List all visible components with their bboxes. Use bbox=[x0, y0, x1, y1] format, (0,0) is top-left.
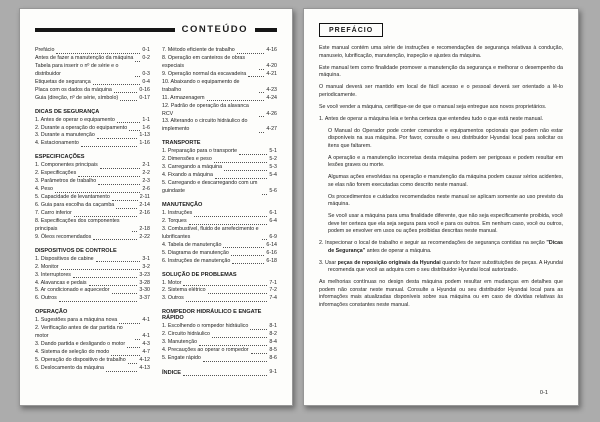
toc-leader-dots bbox=[231, 255, 265, 256]
toc-item bbox=[35, 295, 150, 303]
toc-item bbox=[35, 264, 150, 272]
toc-item-label: 2. Durante a operação do equipamento bbox=[35, 124, 128, 131]
toc-item-label: Placa com os dados da máquina bbox=[35, 86, 112, 93]
toc-leader-dots bbox=[250, 329, 267, 330]
toc-item-label: 1. Antes de operar o equipamento bbox=[35, 116, 115, 123]
toc-item-label: 2. Dimensões e peso bbox=[162, 156, 212, 163]
toc-leader-dots bbox=[112, 293, 138, 294]
toc-leader-dots bbox=[114, 92, 138, 93]
toc-leader-dots bbox=[262, 239, 267, 240]
toc-item-page: 6-18 bbox=[266, 257, 277, 264]
toc-item bbox=[35, 170, 150, 178]
toc-item-label: 3. Interruptores bbox=[35, 271, 71, 278]
toc-item bbox=[162, 331, 277, 339]
toc-item-label: 9. Operação normal da escavadeira bbox=[162, 70, 247, 77]
toc-item bbox=[162, 95, 277, 103]
toc-item-page: 2-14 bbox=[139, 202, 150, 208]
toc-item bbox=[35, 87, 150, 95]
toc-leader-dots bbox=[96, 261, 141, 262]
toc-item bbox=[162, 218, 277, 226]
header-rule-left bbox=[35, 28, 175, 32]
toc-section-heading: ESPECIFICAÇÕES bbox=[35, 154, 85, 161]
toc-item bbox=[35, 178, 150, 186]
toc-item bbox=[162, 280, 277, 288]
toc-item bbox=[35, 317, 150, 325]
toc-item-page: 6-9 bbox=[269, 233, 277, 240]
toc-leader-dots bbox=[189, 224, 268, 225]
preface-note-text: peças de reposição originais da Hyundai bbox=[337, 259, 441, 266]
toc-item-label: 1. Motor bbox=[162, 279, 182, 286]
toc-leader-dots bbox=[73, 277, 137, 278]
toc-item bbox=[162, 242, 277, 250]
toc-item bbox=[162, 347, 277, 355]
toc-item bbox=[35, 125, 150, 133]
toc-item bbox=[162, 148, 277, 156]
toc-item bbox=[162, 226, 277, 242]
toc-item bbox=[162, 164, 277, 172]
toc-item bbox=[162, 210, 277, 218]
toc-leader-dots bbox=[93, 239, 137, 240]
toc-column-1 bbox=[35, 47, 150, 383]
toc-item bbox=[35, 341, 150, 349]
toc-leader-dots bbox=[97, 138, 138, 139]
toc-item-page: 7-2 bbox=[269, 287, 277, 294]
toc-leader-dots bbox=[55, 192, 140, 193]
toc-item-label: 3. Parâmetros de trabalho bbox=[35, 178, 97, 185]
toc-item-page: 6-1 bbox=[269, 209, 277, 216]
toc-item bbox=[35, 55, 150, 63]
toc-item-page: 2-18 bbox=[139, 225, 150, 232]
preface-note bbox=[319, 260, 563, 275]
toc-item bbox=[35, 79, 150, 87]
toc-item-page: 6-14 bbox=[266, 241, 277, 248]
toc-item-page: 0-17 bbox=[139, 94, 150, 101]
toc-item bbox=[35, 325, 150, 341]
toc-item-page: 1-13 bbox=[139, 132, 150, 139]
toc-item bbox=[35, 256, 150, 264]
toc-leader-dots bbox=[251, 353, 268, 354]
toc-item-label: Prefácio bbox=[35, 47, 55, 53]
toc-leader-dots bbox=[120, 100, 137, 101]
toc-leader-dots bbox=[112, 200, 138, 201]
toc-item bbox=[35, 357, 150, 365]
toc-section bbox=[35, 109, 150, 149]
toc-item-label: 6. Guia para escolha da caçamba bbox=[35, 202, 115, 208]
toc-item-page: 4-21 bbox=[266, 70, 277, 77]
toc-item bbox=[35, 272, 150, 280]
toc-item-page: 4-24 bbox=[266, 94, 277, 101]
toc-item-page: 4-1 bbox=[142, 317, 150, 324]
toc-item-page: 3-28 bbox=[139, 279, 150, 286]
toc-item-label: 4. Sistema de seleção do modo bbox=[35, 349, 110, 356]
toc-leader-dots bbox=[119, 323, 140, 324]
toc-section bbox=[162, 369, 277, 377]
toc-leader-dots bbox=[186, 301, 268, 302]
toc-item-page: 0-4 bbox=[142, 78, 150, 85]
toc-item-label: 12. Padrão de operação da alavanca RCV bbox=[162, 102, 249, 117]
toc-leader-dots bbox=[259, 92, 264, 93]
toc-leader-dots bbox=[135, 339, 140, 340]
toc-item-page: 4-27 bbox=[266, 126, 277, 133]
preface-note-sub: Se você usar a máquina para uma finalidade diferente, que não seja especificamente proibida, você deve ter certeza que ela seja segura para você e para os outros. Em nenhum caso, você ou outros, podem se envolver em usos ou ações proibidas descritas neste manual. bbox=[328, 213, 563, 235]
toc-item bbox=[162, 71, 277, 79]
toc-item bbox=[35, 117, 150, 125]
toc-item-label: 2. Verificação antes de dar partida no motor bbox=[35, 325, 123, 340]
toc-item-page: 3-30 bbox=[139, 287, 150, 294]
toc-page bbox=[19, 8, 293, 406]
preface-note-text: Inspecionar o local de trabalho e seguir as recomendações de segurança contidas na seção bbox=[325, 240, 547, 247]
preface-paragraph: O manual deverá ser mantido em local de fácil acesso e o pessoal deverá ser orientado a lê-lo periodicamente. bbox=[319, 84, 563, 98]
toc-item-label: 3. Manutenção bbox=[162, 339, 198, 346]
toc-leader-dots bbox=[183, 375, 267, 376]
toc-item-page: 6-16 bbox=[266, 249, 277, 256]
toc-item bbox=[162, 355, 277, 363]
toc-item-label: 8. Especificações dos componentes principais bbox=[35, 217, 120, 232]
toc-item-label: 3. Durante a manutenção bbox=[35, 132, 95, 139]
toc-item-label: 6. Instruções de manutenção bbox=[162, 257, 231, 264]
toc-leader-dots bbox=[214, 162, 268, 163]
toc-item-page: 0-2 bbox=[142, 54, 150, 61]
toc-item bbox=[35, 234, 150, 242]
toc-item-label: 1. Dispositivos de cabine bbox=[35, 255, 94, 262]
toc-section bbox=[162, 202, 277, 266]
toc-item bbox=[35, 202, 150, 210]
toc-leader-dots bbox=[128, 363, 138, 364]
toc-item bbox=[162, 118, 277, 134]
toc-item-label: 4. Peso bbox=[35, 186, 53, 193]
toc-item-label: 3. Outros bbox=[162, 295, 184, 302]
toc-item bbox=[162, 323, 277, 331]
toc-item bbox=[162, 258, 277, 266]
toc-leader-dots bbox=[183, 285, 267, 286]
toc-item-page: 1-6 bbox=[142, 124, 150, 131]
toc-item bbox=[35, 140, 150, 148]
preface-note-text: "Dicas de Segurança" bbox=[328, 240, 564, 254]
toc-item bbox=[35, 162, 150, 170]
preface-note-text: Usar bbox=[324, 259, 338, 266]
toc-item-page: 2-1 bbox=[142, 162, 150, 169]
toc-item bbox=[35, 132, 150, 140]
toc-item-label: 7. Carro inferior bbox=[35, 209, 72, 216]
toc-leader-dots bbox=[248, 76, 264, 77]
toc-item-page: 4-16 bbox=[266, 47, 277, 53]
toc-item-page: 5-1 bbox=[269, 148, 277, 155]
header-rule-right bbox=[255, 28, 277, 32]
toc-leader-dots bbox=[132, 231, 137, 232]
toc-item-label: 5. Ar condicionado e aquecedor bbox=[35, 287, 110, 294]
toc-item bbox=[162, 79, 277, 95]
toc-leader-dots bbox=[208, 293, 268, 294]
toc-item bbox=[35, 186, 150, 194]
toc-item-page: 3-37 bbox=[139, 295, 150, 302]
toc-leader-dots bbox=[117, 122, 141, 123]
page-number: 0-1 bbox=[539, 390, 548, 396]
preface-note-number: 2. bbox=[319, 240, 326, 247]
toc-item-label: 5. Operação do dispositivo de trabalho bbox=[35, 357, 126, 363]
preface-note bbox=[319, 116, 563, 236]
toc-item bbox=[162, 47, 277, 55]
toc-section bbox=[162, 47, 277, 134]
preface-note-text: Antes de operar a máquina leia e tenha certeza que entendeu tudo o que está neste manual. bbox=[324, 115, 544, 122]
toc-leader-dots bbox=[194, 216, 267, 217]
toc-section bbox=[162, 272, 277, 304]
toc-item-page: 0-1 bbox=[142, 47, 150, 53]
toc-leader-dots bbox=[224, 170, 267, 171]
toc-item-page: 4-3 bbox=[142, 341, 150, 348]
toc-item-label: 4. Tabela de manutenção bbox=[162, 241, 222, 248]
toc-leader-dots bbox=[59, 301, 138, 302]
toc-header bbox=[20, 9, 292, 40]
toc-item bbox=[35, 63, 150, 79]
toc-item-label: 4. Precauções ao operar o rompedor bbox=[162, 347, 249, 354]
toc-item bbox=[35, 287, 150, 295]
toc-item bbox=[162, 287, 277, 295]
toc-leader-dots bbox=[232, 263, 264, 264]
toc-item-label: 1. Preparação para o transporte bbox=[162, 148, 238, 155]
toc-item-page: 4-7 bbox=[142, 349, 150, 356]
toc-section bbox=[35, 309, 150, 373]
toc-leader-dots bbox=[100, 168, 141, 169]
toc-item-label: 2. Monitor bbox=[35, 263, 59, 270]
preface-body bbox=[304, 37, 578, 309]
toc-section-heading: SOLUÇÃO DE PROBLEMAS bbox=[162, 271, 237, 278]
toc-item-page: 1-16 bbox=[139, 140, 150, 147]
toc-item-label: 2. Circuito hidráulico bbox=[162, 331, 210, 338]
toc-item-label: 2. Torques bbox=[162, 217, 187, 224]
preface-notes bbox=[319, 116, 563, 275]
toc-item-page: 0-3 bbox=[142, 70, 150, 77]
toc-item-label: 1. Componentes principais bbox=[35, 162, 98, 169]
toc-leader-dots bbox=[98, 184, 140, 185]
toc-section-heading: DISPOSITIVOS DE CONTROLE bbox=[35, 247, 117, 254]
toc-item-page: 6-4 bbox=[269, 217, 277, 224]
toc-leader-dots bbox=[81, 146, 138, 147]
toc-leader-dots bbox=[61, 269, 141, 270]
toc-item-label: 11. Armazenagem bbox=[162, 94, 205, 101]
toc-item bbox=[35, 365, 150, 373]
toc-section bbox=[35, 154, 150, 241]
toc-leader-dots bbox=[135, 76, 140, 77]
toc-section-heading: OPERAÇÃO bbox=[35, 309, 68, 316]
toc-item-label: 1. Instruções bbox=[162, 209, 193, 216]
toc-item bbox=[162, 339, 277, 347]
toc-item-label: 13. Alterando o circuito hidráulico do implemento bbox=[162, 118, 248, 133]
toc-item bbox=[35, 194, 150, 202]
toc-item-page: 9-1 bbox=[269, 369, 277, 376]
toc-item-page: 5-6 bbox=[269, 188, 277, 194]
toc-item-page: 2-22 bbox=[139, 233, 150, 240]
toc-item-page: 2-16 bbox=[139, 209, 150, 216]
toc-title: CONTEÚDO bbox=[181, 24, 248, 35]
toc-item bbox=[35, 218, 150, 234]
toc-leader-dots bbox=[116, 208, 137, 209]
toc-leader-dots bbox=[129, 130, 140, 131]
toc-leader-dots bbox=[262, 194, 267, 195]
toc-section bbox=[162, 140, 277, 196]
toc-item-page: 8-1 bbox=[269, 323, 277, 330]
toc-section bbox=[162, 309, 277, 363]
preface-title: PREFÁCIO bbox=[329, 26, 374, 34]
toc-leader-dots bbox=[259, 69, 264, 70]
toc-item-page: 7-4 bbox=[269, 295, 277, 302]
toc-item-page: 4-12 bbox=[139, 357, 150, 363]
toc-item-label: 2. Especificações bbox=[35, 170, 77, 177]
toc-column-2 bbox=[162, 47, 277, 383]
toc-section bbox=[35, 248, 150, 304]
preface-closing: As melhorias contínuas no design desta máquina podem resultar em mudanças em detalhes que podem não constar neste manual. Consulte a Hyundai ou seu distribuidor Hyundai local para as informações mais atualizadas disponíveis sobre sua máquina ou em caso de dúvidas relativas às informações constantes neste manual. bbox=[319, 279, 563, 308]
toc-leader-dots bbox=[223, 247, 264, 248]
preface-note-lead bbox=[319, 259, 564, 275]
toc-item-label: 7. Método eficiente de trabalho bbox=[162, 47, 235, 53]
preface-note-sub: O Manual do Operador pode conter comandos e equipamentos opcionais que podem não estar disponíveis na sua máquina. Por favor, consulte o seu distribuidor Hyundai local para solicitar os itens que faltarem. bbox=[328, 127, 563, 149]
toc-item-label: Antes de fazer a manutenção da máquina bbox=[35, 54, 134, 61]
toc-leader-dots bbox=[212, 337, 267, 338]
preface-paragraph: Este manual tem como finalidade promover a manutenção da segurança e melhorar o desempenho da máquina. bbox=[319, 64, 563, 79]
toc-item-label: 9. Óleos recomendados bbox=[35, 233, 92, 240]
toc-leader-dots bbox=[56, 53, 140, 54]
toc-item-page: 8-2 bbox=[269, 331, 277, 338]
preface-note-lead bbox=[319, 240, 564, 255]
toc-section-heading: TRANSPORTE bbox=[162, 140, 201, 147]
toc-item-page: 5-4 bbox=[269, 172, 277, 179]
toc-leader-dots bbox=[89, 285, 138, 286]
toc-item-page: 2-11 bbox=[139, 194, 150, 201]
toc-item-page: 3-2 bbox=[142, 263, 150, 270]
toc-item-page: 4-1 bbox=[142, 333, 150, 340]
toc-body bbox=[20, 40, 292, 383]
toc-item bbox=[162, 172, 277, 180]
toc-item bbox=[35, 47, 150, 55]
preface-paragraph: Se você vender a máquina, certifique-se de que o manual seja entregue aos novos proprietários. bbox=[319, 103, 547, 110]
toc-item-label: 4. Estacionamento bbox=[35, 140, 79, 147]
preface-page bbox=[303, 8, 579, 406]
toc-item-page: 3-23 bbox=[139, 271, 150, 278]
toc-leader-dots bbox=[215, 178, 267, 179]
toc-item-page: 4-23 bbox=[266, 86, 277, 93]
toc-item bbox=[35, 210, 150, 218]
toc-leader-dots bbox=[259, 116, 264, 117]
toc-item-label: 5. Diagrama de manutenção bbox=[162, 249, 229, 256]
toc-leader-dots bbox=[74, 216, 138, 217]
toc-item-page: 5-2 bbox=[269, 156, 277, 163]
toc-item bbox=[35, 95, 150, 103]
toc-item-label: 4. Alavancas e pedais bbox=[35, 279, 87, 286]
toc-item-label: 1. Sugestões para a máquina nova bbox=[35, 317, 118, 324]
toc-item-page: 8-5 bbox=[269, 347, 277, 354]
preface-note-text: antes de operar a máquina. bbox=[365, 247, 432, 254]
preface-note-sub: A operação e a manutenção incorretas desta máquina podem ser perigosas e podem resultar em lesões graves ou morte. bbox=[328, 154, 563, 169]
preface-heading-box bbox=[319, 23, 383, 37]
toc-section bbox=[35, 47, 150, 103]
toc-item-page: 0-16 bbox=[139, 86, 150, 93]
toc-item-label: 8. Operação em canteiros de obras especiais bbox=[162, 54, 246, 69]
toc-item-label: ÍNDICE bbox=[162, 370, 181, 376]
toc-item-label: 3. Dando partida e desligando o motor bbox=[35, 341, 126, 348]
toc-item-page: 8-4 bbox=[269, 339, 277, 346]
toc-item-page: 2-2 bbox=[142, 170, 150, 177]
toc-leader-dots bbox=[259, 132, 264, 133]
toc-leader-dots bbox=[93, 84, 141, 85]
toc-leader-dots bbox=[106, 371, 137, 372]
toc-item bbox=[162, 156, 277, 164]
toc-section-heading: MANUTENÇÃO bbox=[162, 201, 203, 208]
toc-item bbox=[35, 349, 150, 357]
preface-note-text: quando for fazer substituições de peças. A Hyundai recomenda que você as adquira com o seu distribuidor Hyundai local autorizado. bbox=[328, 259, 564, 274]
toc-item-page: 1-1 bbox=[142, 116, 150, 123]
toc-item-label: Tabela para inserir o nº de série e o distribuidor bbox=[35, 62, 119, 77]
toc-item-page: 7-1 bbox=[269, 279, 277, 286]
toc-leader-dots bbox=[127, 347, 140, 348]
preface-intro bbox=[319, 45, 563, 111]
toc-item-label: Etiquetas de segurança bbox=[35, 78, 91, 85]
toc-leader-dots bbox=[203, 361, 267, 362]
preface-paragraph: Este manual contém uma série de instruções e recomendações de segurança relativas à condução, manuseio, lubrificação, manutenção, inspeção e ajustes da máquina. bbox=[319, 45, 563, 59]
toc-item bbox=[162, 295, 277, 303]
toc-item bbox=[162, 103, 277, 119]
toc-item bbox=[162, 180, 277, 196]
toc-item-label: 3. Carregando a máquina bbox=[162, 164, 223, 171]
toc-item-page: 8-6 bbox=[269, 355, 277, 362]
toc-item-label: 1. Escolhendo o rompedor hidráulico bbox=[162, 323, 249, 330]
toc-item-label: 6. Outros bbox=[35, 295, 57, 302]
toc-leader-dots bbox=[239, 154, 267, 155]
toc-item-label: Guia (direção, nº de série, símbolo) bbox=[35, 94, 119, 101]
toc-section-heading: DICAS DE SEGURANÇA bbox=[35, 108, 100, 115]
toc-item-page: 4-13 bbox=[139, 364, 150, 371]
toc-leader-dots bbox=[78, 176, 140, 177]
toc-item-page: 4-20 bbox=[266, 62, 277, 69]
toc-item bbox=[35, 280, 150, 288]
toc-item-page: 5-3 bbox=[269, 164, 277, 171]
preface-note-sub: Os procedimentos e cuidados recomendados neste manual se aplicam somente ao uso previsto da máquina. bbox=[328, 193, 563, 208]
toc-item-label: 5. Engate rápido bbox=[162, 355, 201, 362]
toc-leader-dots bbox=[237, 53, 265, 54]
toc-item-page: 2-3 bbox=[142, 178, 150, 185]
toc-section-heading: ROMPEDOR HIDRÁULICO E ENGATE RÁPIDO bbox=[162, 309, 262, 322]
toc-item-label: 6. Deslocamento da máquina bbox=[35, 364, 104, 371]
toc-leader-dots bbox=[135, 61, 140, 62]
toc-leader-dots bbox=[207, 100, 265, 101]
toc-item-label: 2. Sistema elétrico bbox=[162, 287, 206, 294]
toc-item-label: 3. Combustível, fluido de arrefecimento e lubrificantes bbox=[162, 225, 259, 240]
preface-note-number: 1. bbox=[319, 115, 325, 122]
toc-item-label: 4. Fixando a máquina bbox=[162, 172, 213, 179]
toc-item-page: 3-1 bbox=[142, 255, 150, 262]
toc-item-page: 4-26 bbox=[266, 110, 277, 117]
toc-item-label: 5. Carregando e descarregando com um guindaste bbox=[162, 180, 258, 194]
toc-item bbox=[162, 250, 277, 258]
toc-item bbox=[162, 55, 277, 71]
preface-note-number: 3. bbox=[319, 259, 325, 266]
toc-item-label: 10. Abaixando o equipamento de trabalho bbox=[162, 78, 240, 93]
preface-note-lead bbox=[319, 115, 563, 124]
toc-leader-dots bbox=[111, 355, 140, 356]
toc-leader-dots bbox=[199, 345, 267, 346]
toc-item bbox=[162, 369, 277, 377]
preface-note bbox=[319, 240, 563, 255]
preface-note-sub: Algumas ações envolvidas na operação e manutenção da máquina podem causar sérios acidentes, se elas não forem executadas como descrito neste manual. bbox=[328, 174, 563, 188]
toc-item-label: 5. Capacidade de levantamento bbox=[35, 194, 110, 201]
toc-item-page: 2-6 bbox=[142, 186, 150, 193]
